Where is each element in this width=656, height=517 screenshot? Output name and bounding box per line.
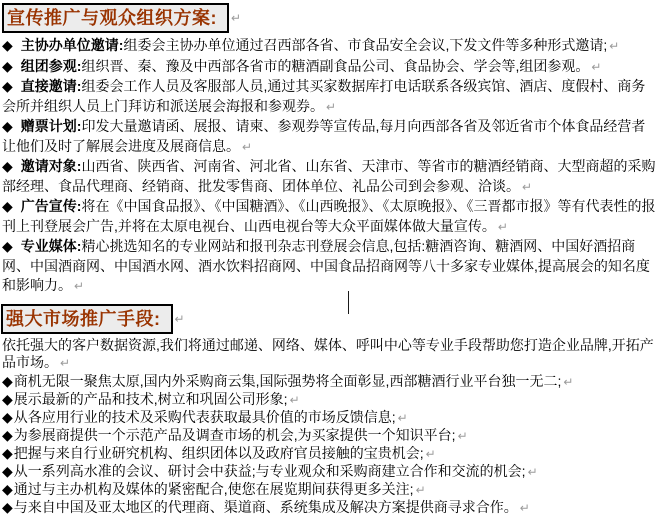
item-text: 把握与来自行业研究机构、组织团体以及政府官员接触的宝贵机会; [13,444,424,461]
item-text: 组织晋、秦、豫及中西部各省市的糖酒副食品公司、食品协会、学会等,组团参观。 [81,57,590,74]
bullet-item [2,409,656,427]
bullet-item [2,427,656,445]
item-text: 从一系列高水准的会议、研讨会中获益;与专业观众和采购商建立合作和交流的机会; [13,462,526,479]
bullet-item [2,445,656,463]
diamond-bullet-icon: ◆ [2,462,13,479]
bullet-item [2,197,656,237]
item-text: 精心挑选知名的专业网站和报刊杂志刊登展会信息,包括:糖酒咨询、糖酒网、中国好酒招商网、中国酒商网、中国酒水网、酒水饮料招商网、中国食品招商网等八十多家专业媒体,提高展会的知名度和影响力。 [2,238,650,293]
item-text: 组委会工作人员及客服部人员,通过其买家数据库打电话联系各级宾馆、酒店、度假村、商务会所并组织人员上门拜访和派送展会海报和参观券。 [2,78,646,114]
bullet-item [2,463,656,481]
paragraph-mark-icon: ↵ [231,11,242,26]
diamond-bullet-icon: ◆ [2,444,13,461]
section1-list [2,36,656,297]
item-label: 邀请对象: [20,158,82,174]
diamond-bullet-icon: ◆ [2,37,13,53]
item-label: 赠票计划: [20,118,82,134]
item-text: 商机无限一聚焦太原,国内外采购商云集,国际强势将全面彰显,西部糖酒行业平台独一无二; [13,372,562,389]
item-text: 通过与主办机构及媒体的紧密配合,使您在展览期间获得更多关注; [13,480,414,497]
diamond-bullet-icon: ◆ [2,426,13,443]
item-text: 组委会主协办单位通过召西部各省、市食品安全会议,下发文件等多种形式邀请; [123,37,608,53]
section1-title: 宣传推广与观众组织方案: [2,3,229,33]
paragraph-mark-icon: ↵ [527,464,538,479]
bullet-item [2,117,656,157]
bullet-item [2,77,656,117]
section2-intro [2,337,656,373]
diamond-bullet-icon: ◆ [2,480,13,497]
paragraph-mark-icon: ↵ [415,482,426,497]
bullet-item [2,237,656,297]
section2-heading-row [1,304,656,334]
item-text: 印发大量邀请函、展报、请柬、参观券等宣传品,每月向西部各省及邻近省市个体食品经营者让他们及时了解展会进度及展商信息。 [2,118,646,154]
paragraph-mark-icon: ↵ [497,219,508,234]
item-label: 专业媒体: [20,238,82,254]
paragraph-mark-icon: ↵ [74,279,85,293]
item-label: 直接邀请: [20,78,82,94]
paragraph-mark-icon: ↵ [242,139,253,154]
item-label: 组团参观: [20,57,82,74]
bullet-item [2,391,656,409]
diamond-bullet-icon: ◆ [2,408,13,425]
bullet-item [2,36,656,57]
paragraph-mark-icon: ↵ [60,356,71,370]
diamond-bullet-icon: ◆ [2,498,13,515]
document-canvas[interactable] [0,3,656,515]
item-label: 主协办单位邀请: [20,37,124,53]
diamond-bullet-icon: ◆ [2,57,13,74]
diamond-bullet-icon: ◆ [2,78,13,94]
item-text: 为参展商提供一个示范产品及调查市场的机会,为买家提供一个知识平台; [13,426,456,443]
diamond-bullet-icon: ◆ [2,390,13,407]
paragraph-mark-icon: ↵ [326,99,337,114]
paragraph-mark-icon: ↵ [591,59,602,74]
section1-heading-row [2,3,656,33]
item-label: 广告宣传: [20,198,82,214]
paragraph-mark-icon: ↵ [425,446,436,461]
item-text: 与来自中国及亚太地区的代理商、渠道商、系统集成及解决方案提供商寻求合作。 [13,498,518,515]
paragraph-mark-icon: ↵ [609,39,620,53]
item-text: 山西省、陕西省、河南省、河北省、山东省、天津市、等省市的糖酒经销商、大型商超的采购部经理、食品代理商、经销商、批发零售商、团体单位、礼品公司到会参观、洽谈。 [2,158,656,194]
section2-title: 强大市场推广手段: [1,304,173,334]
paragraph-mark-icon: ↵ [522,179,533,194]
bullet-item [2,157,656,197]
paragraph-mark-icon: ↵ [457,428,468,443]
paragraph-mark-icon: ↵ [174,311,185,326]
intro-text: 依托强大的客户数据资源,我们将通过邮递、网络、媒体、呼叫中心等专业手段帮助您打造企业品牌,开拓产品市场。 [2,336,654,370]
bullet-item [2,57,656,78]
diamond-bullet-icon: ◆ [2,118,13,134]
paragraph-mark-icon: ↵ [563,374,574,389]
diamond-bullet-icon: ◆ [2,372,13,389]
text-cursor [348,291,349,314]
item-text: 从各应用行业的技术及采购代表获取最具价值的市场反馈信息; [13,408,396,425]
diamond-bullet-icon: ◆ [2,198,13,214]
paragraph-mark-icon: ↵ [397,410,408,425]
bullet-item [2,499,656,517]
bullet-item [2,481,656,499]
item-text: 将在《中国食品报》、《中国糖酒》、《山西晚报》、《太原晚报》、《三晋都市报》等有代表性的报刊上刊登展会广告,并将在太原电视台、山西电视台等大众平面媒体做大量宣传。 [2,198,656,234]
diamond-bullet-icon: ◆ [2,158,13,174]
diamond-bullet-icon: ◆ [2,238,13,254]
paragraph-mark-icon: ↵ [289,392,300,407]
item-text: 展示最新的产品和技术,树立和巩固公司形象; [13,390,288,407]
section2-list [2,373,656,517]
bullet-item [2,373,656,391]
paragraph-mark-icon: ↵ [519,500,530,515]
